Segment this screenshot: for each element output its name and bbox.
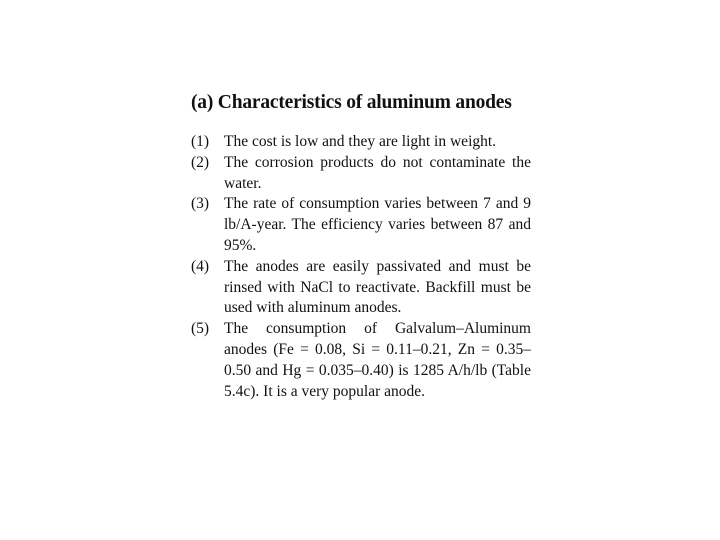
item-text: The anodes are easily passivated and must be rinsed with NaCl to reactivate. Backfill must be used with aluminum anodes. xyxy=(224,257,531,317)
list-item xyxy=(191,132,531,153)
item-text: The consumption of Galvalum–Aluminum anodes (Fe = 0.08, Si = 0.11–0.21, Zn = 0.35–0.50 and Hg = 0.035–0.40) is 1285 A/h/lb (Table 5.4c). It is a very popular anode. xyxy=(224,320,531,400)
item-number: (1) xyxy=(191,133,210,150)
list-item xyxy=(191,319,531,402)
list-item xyxy=(191,153,531,195)
aluminum-anodes-section xyxy=(191,92,531,402)
item-text: The cost is low and they are light in weight. xyxy=(224,133,497,150)
item-text: The rate of consumption varies between 7 and 9 lb/A-year. The efficiency varies between 87 and 95%. xyxy=(224,195,531,254)
item-number: (4) xyxy=(191,257,210,275)
item-number: (3) xyxy=(191,195,210,213)
list-item xyxy=(191,194,531,256)
item-text: The corrosion products do not contaminate the water. xyxy=(224,153,531,192)
item-number: (2) xyxy=(191,153,210,171)
section-heading: (a) Characteristics of aluminum anodes xyxy=(191,92,512,113)
characteristics-list xyxy=(191,132,531,402)
list-item xyxy=(191,257,531,319)
item-number: (5) xyxy=(191,320,210,338)
